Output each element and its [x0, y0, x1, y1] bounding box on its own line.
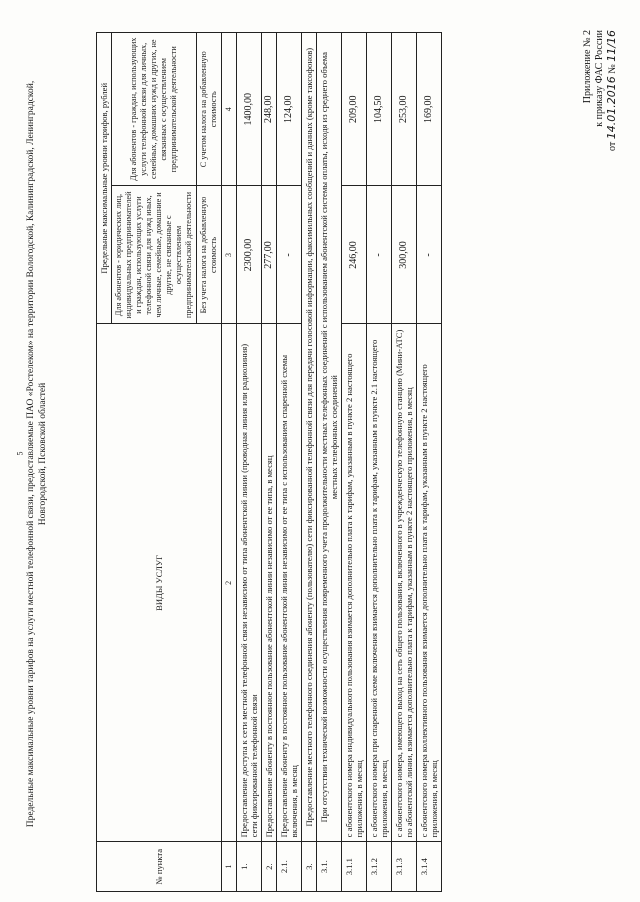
table-row	[262, 33, 277, 892]
tariff-citizens: 124,00	[277, 33, 302, 187]
appendix-line2: к приказу ФАС России	[594, 30, 605, 127]
number-value: 11/16	[605, 30, 618, 62]
tariff-business: 246,00	[342, 186, 367, 324]
row-number: 1.	[237, 842, 262, 892]
row-description: Предоставление доступа к сети местной телефонной связи независимо от типа абонентской линии (проводная линия или радиолиния) сети фиксированной телефонной связи	[237, 324, 262, 842]
table-row	[392, 33, 417, 892]
table-row	[237, 33, 262, 892]
row-number: 3.1.	[317, 842, 342, 892]
table-row	[367, 33, 392, 892]
table-row	[277, 33, 302, 892]
tariff-citizens: 104,50	[367, 33, 392, 187]
row-description: с абонентского номера коллективного пользования взимается дополнительно плата к тарифам, указанным в пункте 2 настоящего приложения, в месяц	[417, 324, 442, 842]
row-description: Предоставление абоненту в постоянное пользование абонентской линии независимо от ее типа, в месяц	[262, 324, 277, 842]
tariff-table	[96, 32, 442, 892]
tariff-citizens: 1400,00	[237, 33, 262, 187]
col-index: 1	[222, 842, 237, 892]
tariff-citizens: 169,00	[417, 33, 442, 187]
row-description: с абонентского номера индивидуального пользования взимается дополнительно плата к тарифам, указанным в пункте 2 настоящего приложения, в месяц	[342, 324, 367, 842]
row-number: 2.	[262, 842, 277, 892]
tariff-business: -	[367, 186, 392, 324]
document-header	[26, 64, 54, 844]
tariff-business: 277,00	[262, 186, 277, 324]
number-prefix: №	[607, 64, 618, 74]
sub2-header: Для абонентов - граждан, использующих услуги телефонной связи для личных, семейных, домашних нужд и других, не связанных с осуществлением предпринимательской деятельности	[112, 33, 197, 187]
col-index: 4	[222, 33, 237, 187]
table-row	[302, 33, 317, 892]
tariff-table-wrapper	[96, 32, 596, 892]
appendix-date-line	[606, 30, 619, 190]
row-description: При отсутствии технической возможности осуществления повременного учета продолжительности местных телефонных соединений с использованием абонентской системы оплаты, исходя из среднего объема местных телефонных соединений	[317, 33, 342, 842]
date-value: 14.01.2016	[605, 76, 618, 140]
sub1-tax-header: Без учета налога на добавленную стоимость	[197, 186, 222, 324]
col-number-header: № пункта	[97, 842, 222, 892]
tariff-citizens: 209,00	[342, 33, 367, 187]
table-row	[317, 33, 342, 892]
row-number: 3.1.2	[367, 842, 392, 892]
row-description: с абонентского номера, имеющего выход на сеть общего пользования, включенного в учрежденческую телефонную станцию (Мини-АТС) по абонентской линии, взимается дополнительно плата к тарифам, указанным в пункте 2 настоящего приложения, в месяц	[392, 324, 417, 842]
tariff-citizens: 248,00	[262, 33, 277, 187]
row-number: 3.	[302, 842, 317, 892]
tariff-business: 2300,00	[237, 186, 262, 324]
table-row	[342, 33, 367, 892]
row-description: с абонентского номера при спаренной схеме включения взимается дополнительно плата к тарифам, указанным в пункте 2.1 настоящего приложения, в месяц	[367, 324, 392, 842]
page-number: 5	[15, 451, 25, 456]
tariff-business: 300,00	[392, 186, 417, 324]
date-prefix: от	[607, 141, 618, 151]
row-number: 2.1.	[277, 842, 302, 892]
row-description: Предоставление абоненту в постоянное пользование абонентской линии независимо от ее типа с использованием спаренной схемы включения, в месяц	[277, 324, 302, 842]
col-index: 2	[222, 324, 237, 842]
col-services-header: ВИДЫ УСЛУГ	[97, 324, 222, 842]
row-number: 3.1.4	[417, 842, 442, 892]
row-number: 3.1.1	[342, 842, 367, 892]
row-number: 3.1.3	[392, 842, 417, 892]
header-title: Предельные максимальные уровни тарифов на услуги местной телефонной связи, предоставляемые ПАО «Ростелеком» на территории Вологодской, Калининградской, Ленинградской, Новгородской, Псковской областей	[26, 80, 48, 828]
col-index: 3	[222, 186, 237, 324]
group-header: Предельные максимальные уровни тарифов, рублей	[97, 33, 112, 325]
tariff-business: -	[417, 186, 442, 324]
row-description: Предоставление местного телефонного соединения абоненту (пользователю) сети фиксированной телефонной связи для передачи голосовой информации, факсимильных сообщений и данных (кроме таксофонов)	[302, 33, 317, 842]
sub2-tax-header: С учетом налога на добавленную стоимость	[197, 33, 222, 187]
sub1-header: Для абонентов - юридических лиц, индивидуальных предпринимателей и граждан, использующих услуги телефонной связи для нужд иных, чем личные, семейные, домашние и другие, не связанные с осуществлением предпринимательской деятельности	[112, 186, 197, 324]
appendix-line1: Приложение № 2	[582, 30, 593, 104]
tariff-citizens: 253,00	[392, 33, 417, 187]
tariff-business: -	[277, 186, 302, 324]
table-row	[417, 33, 442, 892]
column-index-row	[222, 33, 237, 892]
